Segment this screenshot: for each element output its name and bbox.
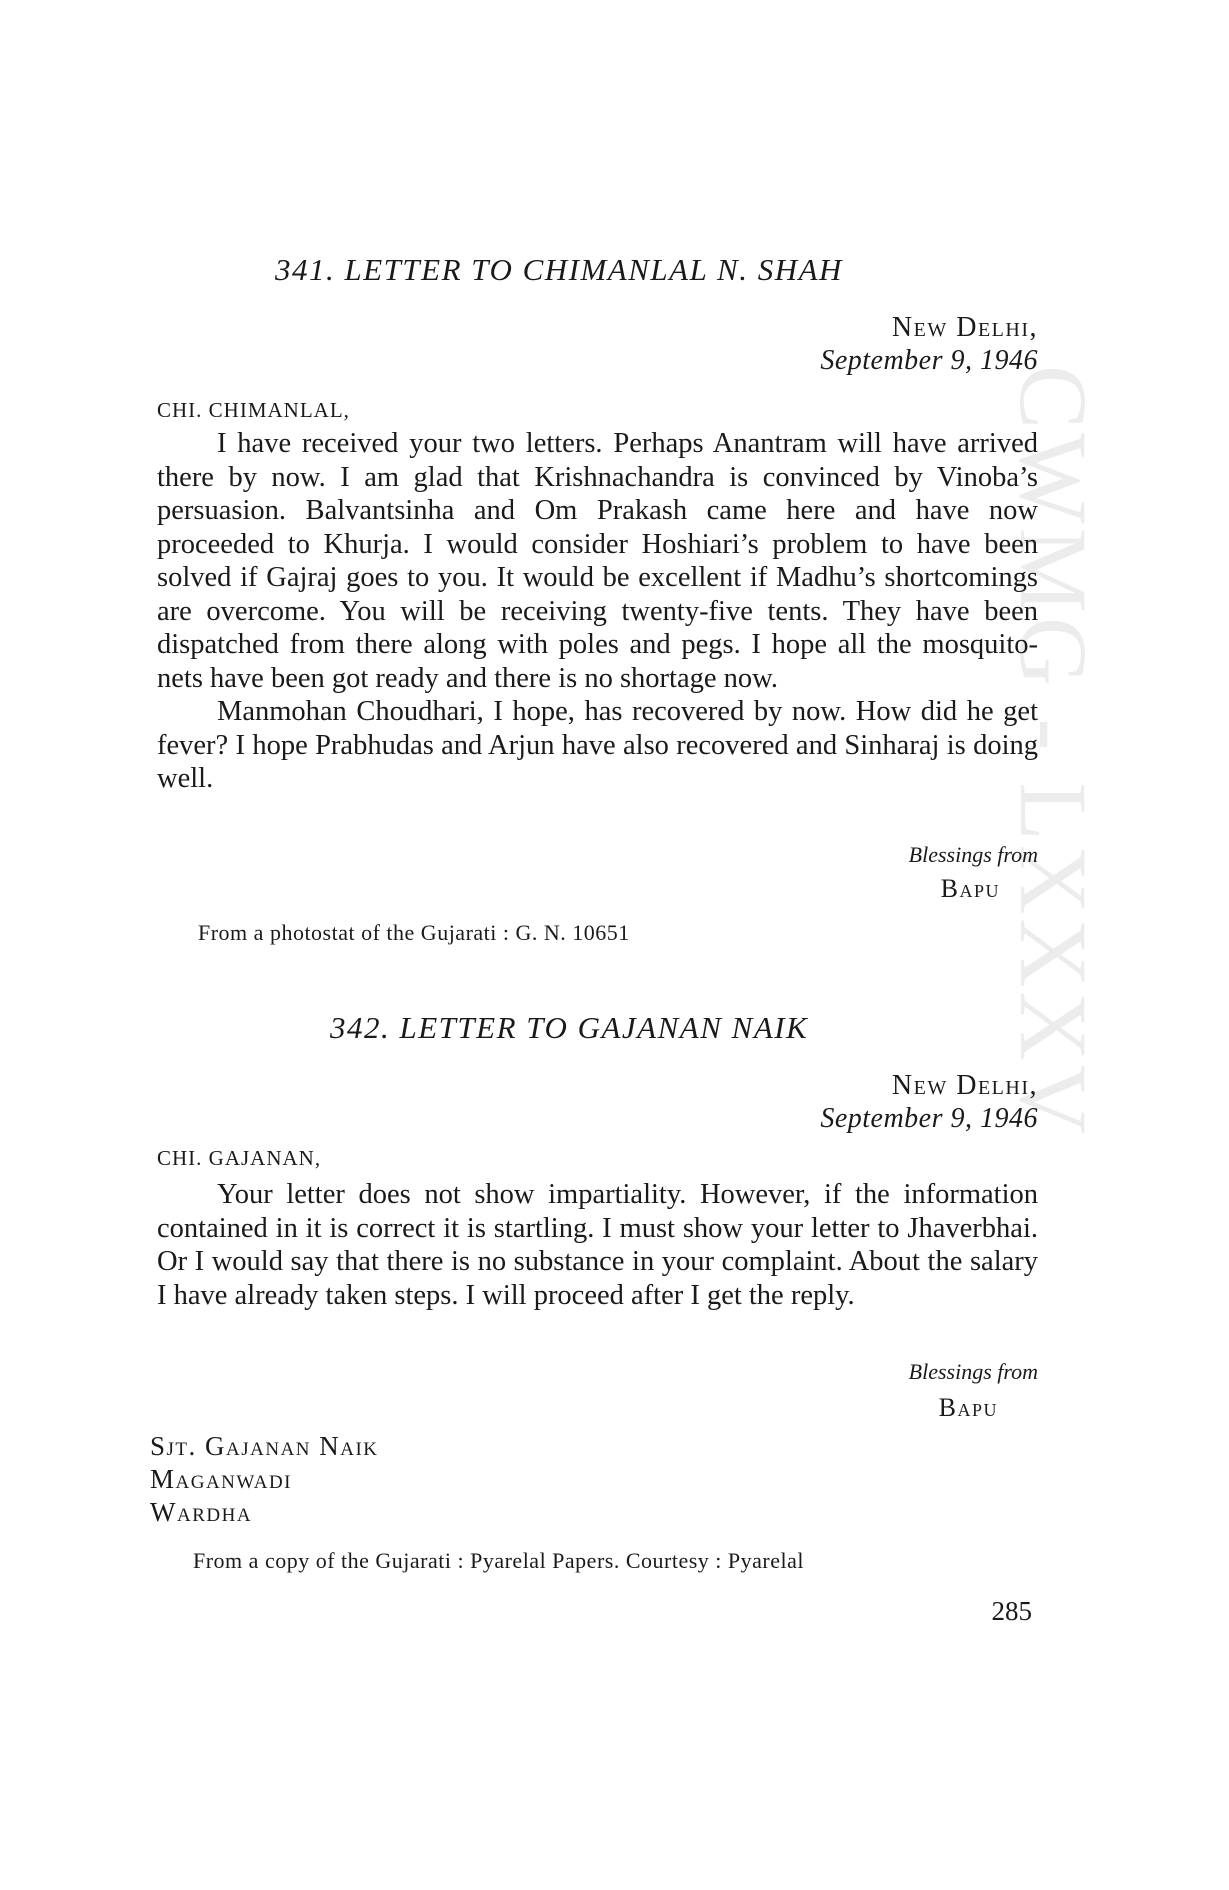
- letter-341-place: New Delhi,: [891, 312, 1038, 343]
- letter-342-place: New Delhi,: [891, 1070, 1038, 1101]
- letter-341-source: From a photostat of the Gujarati : G. N. 10651: [198, 920, 630, 945]
- letter-342-body: [157, 1178, 1038, 1312]
- letter-341-body: [157, 427, 1038, 796]
- letter-342-signature: Bapu: [938, 1393, 998, 1422]
- letter-341-title: 341. LETTER TO CHIMANLAL N. SHAH: [275, 252, 843, 287]
- letter-341-salutation: CHI. CHIMANLAL,: [157, 398, 350, 422]
- letter-341-blessings: Blessings from: [908, 842, 1038, 867]
- letter-342-blessings: Blessings from: [908, 1359, 1038, 1384]
- letter-342-paragraph: Your letter does not show impartiality. However, if the information contained in it is correct it is startling. I must show your letter to Jhaverbhai. Or I would say that there is no substance in your complaint. About the salary I have already taken steps. I will proceed after I get the reply.: [157, 1179, 1038, 1311]
- address-line: Wardha: [150, 1497, 253, 1527]
- letter-342-address: [150, 1430, 379, 1529]
- letter-342-salutation: CHI. GAJANAN,: [157, 1146, 322, 1170]
- watermark: CWMG - LXXXV: [1000, 365, 1107, 1139]
- letter-341-paragraph: I have received your two letters. Perhaps Anantram will have arrived there by now. I am glad that Krishnachandra is convinced by Vinoba’s persuasion. Balvantsinha and Om Prakash came here and have now proceeded to Khurja. I would consider Hoshiari’s problem to have been solved if Gajraj goes to you. It would be excellent if Madhu’s shortcomings are overcome. You will be receiving twenty-five tents. They have been dispatched from there along with poles and pegs. I hope all the mosquito-nets have been got ready and there is no shortage now.: [157, 428, 1038, 694]
- letter-341-signature: Bapu: [940, 874, 1000, 903]
- letter-342-title: 342. LETTER TO GAJANAN NAIK: [330, 1010, 809, 1045]
- letter-341-paragraph: Manmohan Choudhari, I hope, has recovered by now. How did he get fever? I hope Prabhudas and Arjun have also recovered and Sinharaj is doing well.: [157, 696, 1038, 794]
- page-number: 285: [991, 1596, 1032, 1626]
- letter-341-date: September 9, 1946: [820, 345, 1038, 376]
- letter-342-source: From a copy of the Gujarati : Pyarelal Papers. Courtesy : Pyarelal: [193, 1548, 804, 1573]
- address-line: Maganwadi: [150, 1464, 292, 1494]
- address-line: Sjt. Gajanan Naik: [150, 1431, 379, 1461]
- letter-342-date: September 9, 1946: [820, 1103, 1038, 1134]
